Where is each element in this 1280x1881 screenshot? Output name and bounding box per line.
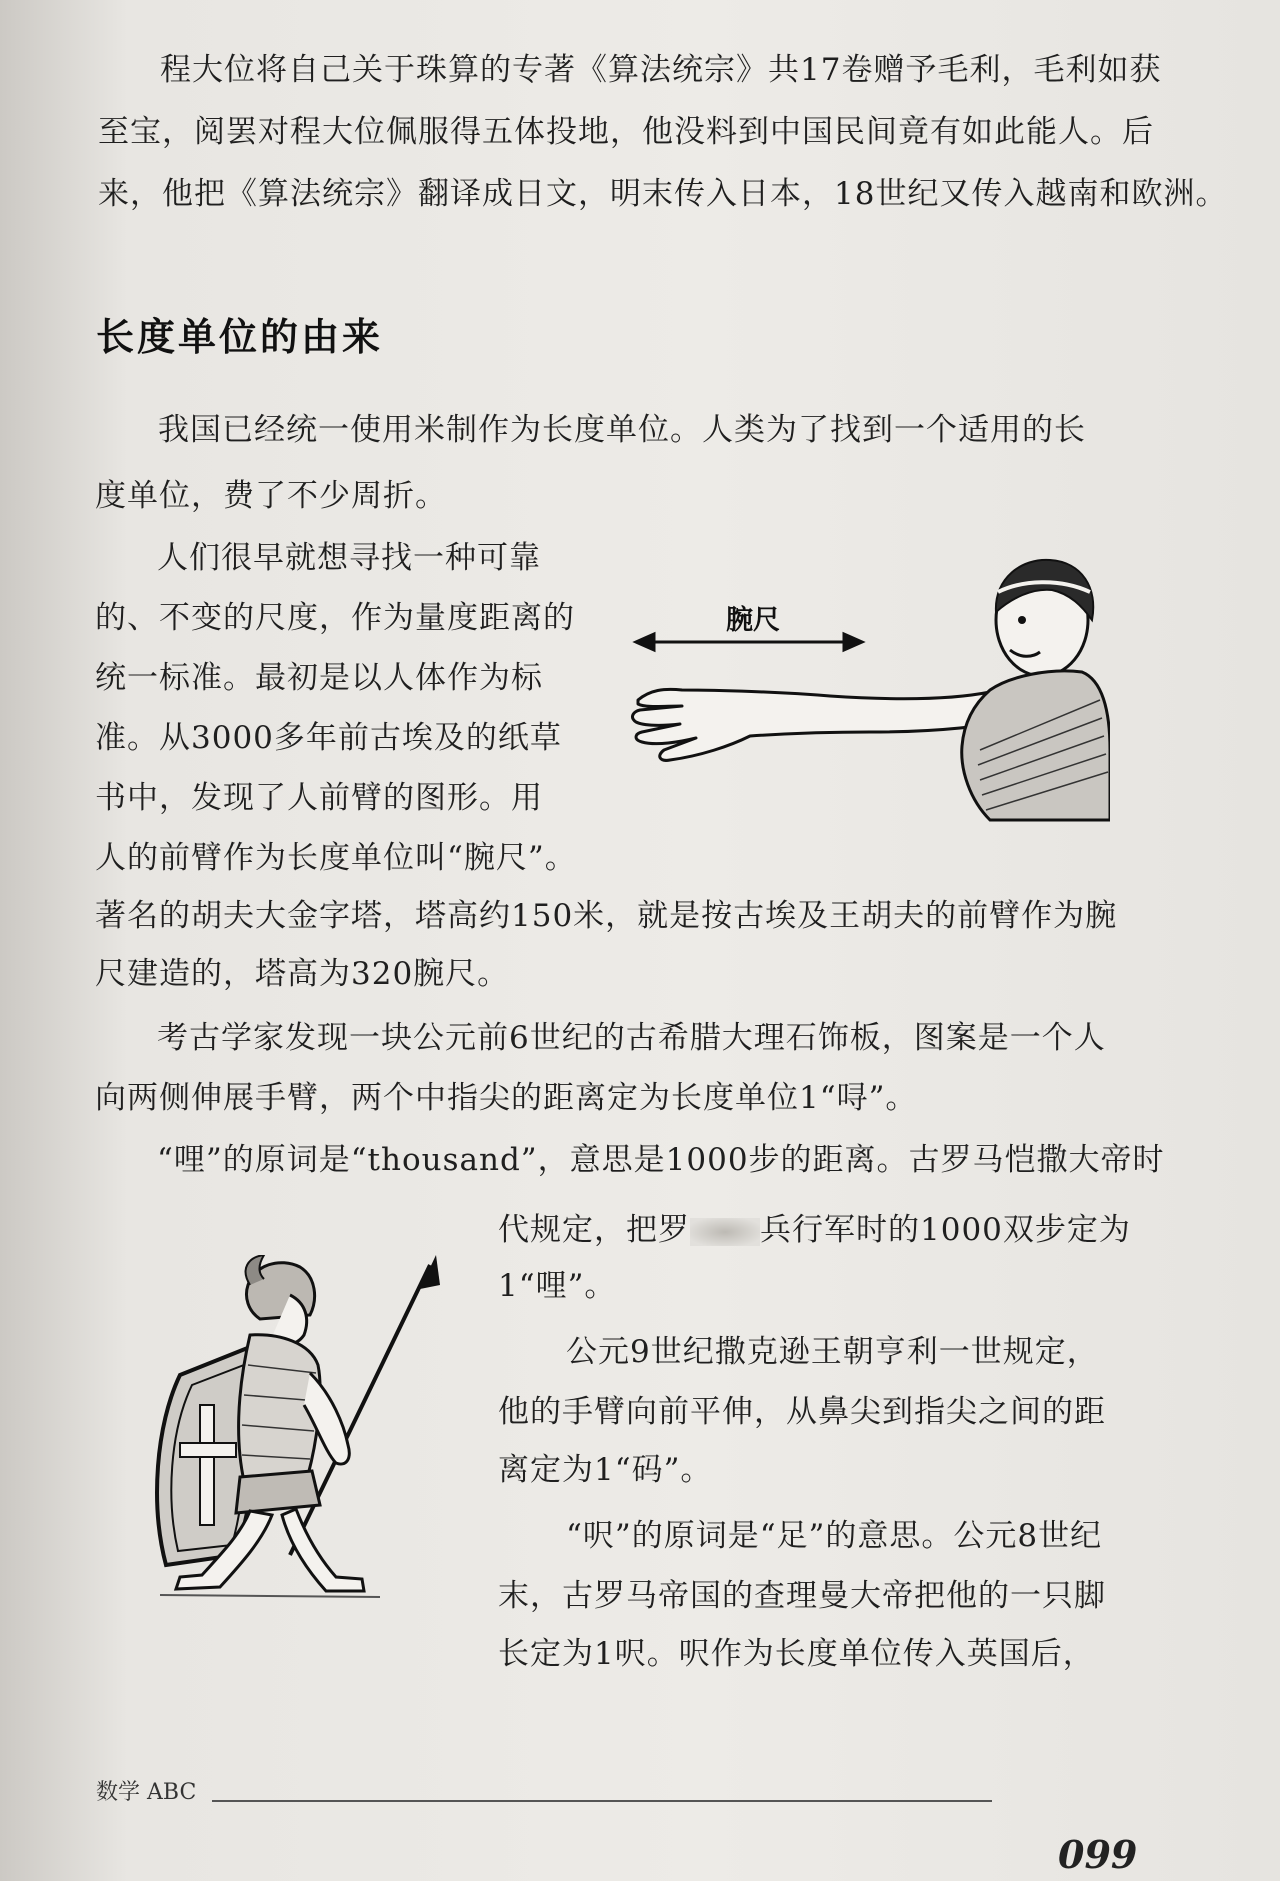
- cubit-text-line-2: 的、不变的尺度，作为量度距离的: [95, 600, 575, 636]
- top-paragraph-line-2: 至宝，阅罢对程大位佩服得五体投地，他没料到中国民间竟有如此能人。后: [98, 114, 1154, 150]
- section-title: 长度单位的由来: [96, 314, 384, 359]
- yard-text-line-2: 他的手臂向前平伸，从鼻尖到指尖之间的距: [498, 1394, 1106, 1430]
- double-arrow-icon: [636, 634, 862, 650]
- fathom-text-line-2: 向两侧伸展手臂，两个中指尖的距离定为长度单位1“㖊”。: [95, 1080, 918, 1116]
- mile-text-line-2a: 代规定，把罗: [498, 1212, 690, 1248]
- footer-divider: [212, 1800, 992, 1802]
- mile-text-line-1: “哩”的原词是“thousand”，意思是1000步的距离。古罗马恺撒大帝时: [157, 1142, 1165, 1178]
- cubit-text-line-6: 人的前臂作为长度单位叫“腕尺”。: [95, 840, 577, 876]
- fathom-text-line-1: 考古学家发现一块公元前6世纪的古希腊大理石饰板，图案是一个人: [157, 1020, 1106, 1056]
- yard-text-line-1: 公元9世纪撒克逊王朝亨利一世规定，: [566, 1334, 1099, 1370]
- cubit-text-line-1: 人们很早就想寻找一种可靠: [157, 540, 541, 576]
- cubit-caption: 腕尺: [726, 605, 780, 636]
- roman-soldier-illustration: [140, 1255, 460, 1605]
- cubit-text-line-7: 著名的胡夫大金字塔，塔高约150米，就是按古埃及王胡夫的前臂作为腕: [95, 898, 1118, 934]
- cubit-text-line-5: 书中，发现了人前臂的图形。用: [95, 780, 543, 816]
- book-footer-label: 数学 ABC: [96, 1780, 197, 1805]
- foot-text-line-2: 末，古罗马帝国的查理曼大帝把他的一只脚: [498, 1578, 1106, 1614]
- cubit-text-line-4: 准。从3000多年前古埃及的纸草: [95, 720, 562, 756]
- foot-text-line-1: “呎”的原词是“足”的意思。公元8世纪: [566, 1518, 1103, 1554]
- mile-text-line-2b: 兵行军时的1000双步定为: [760, 1212, 1131, 1248]
- intro-line-1: 我国已经统一使用米制作为长度单位。人类为了找到一个适用的长: [158, 412, 1086, 448]
- page-number: 099: [1058, 1832, 1138, 1877]
- cubit-figure-illustration: [630, 550, 1110, 830]
- blurred-text-region: [690, 1218, 760, 1246]
- mile-text-line-2: [498, 1212, 1131, 1249]
- yard-text-line-3: 离定为1“码”。: [498, 1452, 713, 1488]
- top-paragraph-line-1: 程大位将自己关于珠算的专著《算法统宗》共17卷赠予毛利，毛利如获: [160, 52, 1162, 88]
- mile-text-line-3: 1“哩”。: [498, 1268, 617, 1304]
- cubit-text-line-8: 尺建造的，塔高为320腕尺。: [95, 956, 510, 992]
- foot-text-line-3: 长定为1呎。呎作为长度单位传入英国后，: [498, 1636, 1095, 1672]
- intro-line-2: 度单位，费了不少周折。: [95, 478, 447, 514]
- cubit-text-line-3: 统一标准。最初是以人体作为标: [95, 660, 543, 696]
- top-paragraph-line-3: 来，他把《算法统宗》翻译成日文，明末传入日本，18世纪又传入越南和欧洲。: [98, 176, 1228, 212]
